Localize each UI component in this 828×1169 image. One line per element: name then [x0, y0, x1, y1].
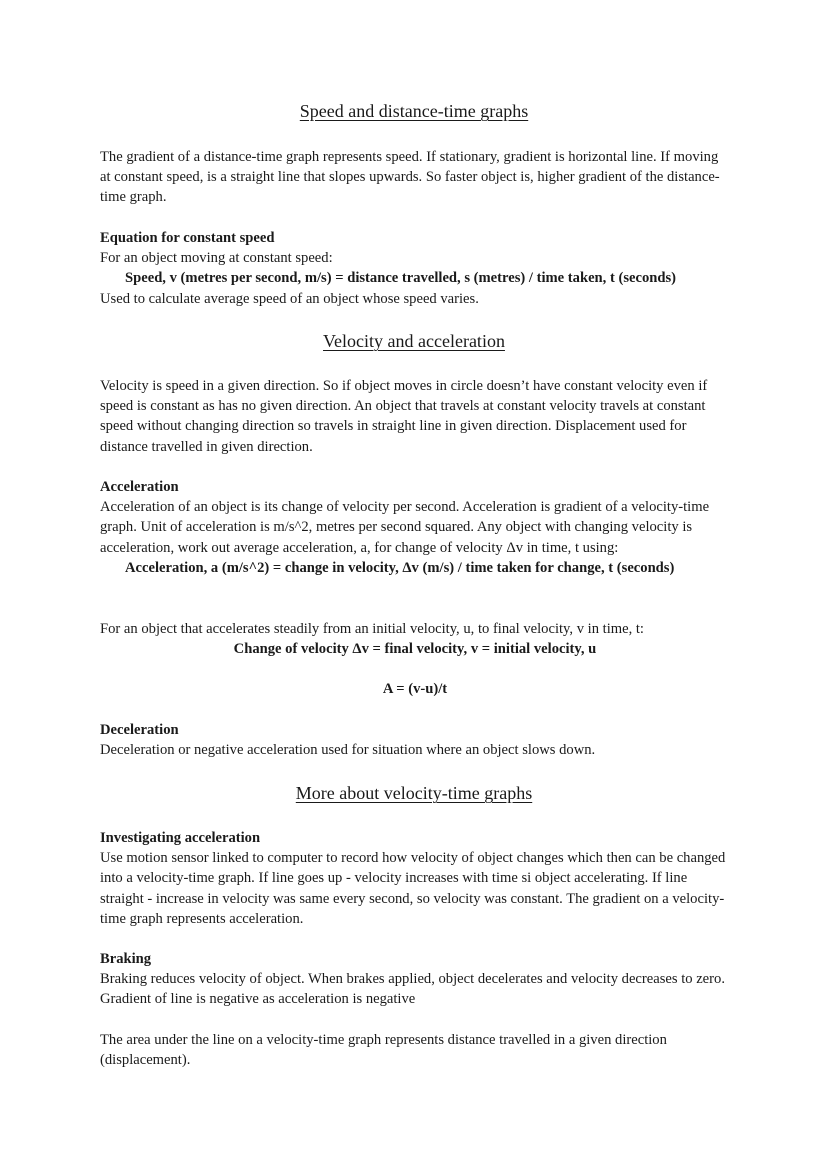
subheading-constant-speed: Equation for constant speed	[100, 230, 275, 246]
subheading-braking: Braking	[100, 951, 152, 967]
subheading-acceleration: Acceleration	[100, 479, 179, 495]
paragraph-velocity	[100, 376, 730, 457]
subheading-investigating-acceleration: Investigating acceleration	[100, 830, 261, 846]
area-text: The area under the line on a velocity-time graph represents distance travelled in a given direction (displacement).	[100, 1032, 667, 1069]
section-steady-acceleration	[100, 619, 730, 700]
change-of-velocity-equation: Change of velocity Δv = final velocity, v = initial velocity, u	[233, 641, 597, 658]
steady-acceleration-text: For an object that accelerates steadily from an initial velocity, u, to final velocity, v in time, t:	[100, 621, 644, 637]
braking-text: Braking reduces velocity of object. When brakes applied, object decelerates and velocity decreases to zero. Gradient of line is negative as acceleration is negative	[100, 971, 725, 1008]
paragraph-gradient-speed	[100, 147, 730, 208]
average-speed-note: Used to calculate average speed of an object whose speed varies.	[100, 290, 479, 307]
speed-equation: Speed, v (metres per second, m/s) = distance travelled, s (metres) / time taken, t (seconds)	[125, 270, 677, 287]
acceleration-equation: Acceleration, a (m/s^2) = change in velocity, Δv (m/s) / time taken for change, t (seconds)	[125, 559, 675, 576]
heading-speed-distance-time: Speed and distance-time graphs	[299, 101, 529, 121]
section-acceleration	[100, 477, 730, 578]
velocity-intro-text: Velocity is speed in a given direction. So if object moves in circle doesn’t have constant velocity even if speed is constant as has no given direction. An object that travels at constant velocity travels at constant speed without changing direction so travels in straight line in given direction. Displacement used for distance travelled in given direction.	[100, 378, 708, 455]
investigating-text: Use motion sensor linked to computer to record how velocity of object changes which then can be changed into a velocity-time graph. If line goes up - velocity increases with time si object accelerating. If line straight - increase in velocity was same every second, so velocity was constant. The gradient on a velocity-time graph represents acceleration.	[100, 850, 726, 927]
section-deceleration	[100, 720, 730, 760]
subheading-deceleration: Deceleration	[100, 722, 179, 738]
intro-text: The gradient of a distance-time graph represents speed. If stationary, gradient is horizontal line. If moving at constant speed, is a straight line that slopes upwards. So faster object is, higher gradient of the distance-time graph.	[100, 149, 720, 206]
deceleration-text: Deceleration or negative acceleration used for situation where an object slows down.	[100, 742, 596, 759]
heading-velocity-acceleration: Velocity and acceleration	[323, 331, 505, 351]
section-investigating-acceleration	[100, 828, 730, 929]
heading-velocity-time-graphs: More about velocity-time graphs	[295, 783, 533, 803]
a-equation: A = (v-u)/t	[382, 681, 448, 698]
constant-speed-line: For an object moving at constant speed:	[100, 250, 333, 267]
paragraph-area-under-line	[100, 1030, 730, 1070]
section-constant-speed	[100, 228, 730, 309]
acceleration-text: Acceleration of an object is its change of velocity per second. Acceleration is gradient of a velocity-time graph. Unit of acceleration is m/s^2, metres per second squared. Any object with changing velocity is acceleration, work out average acceleration, a, for change of velocity Δv in time, t using:	[100, 499, 710, 556]
section-braking	[100, 949, 730, 1010]
